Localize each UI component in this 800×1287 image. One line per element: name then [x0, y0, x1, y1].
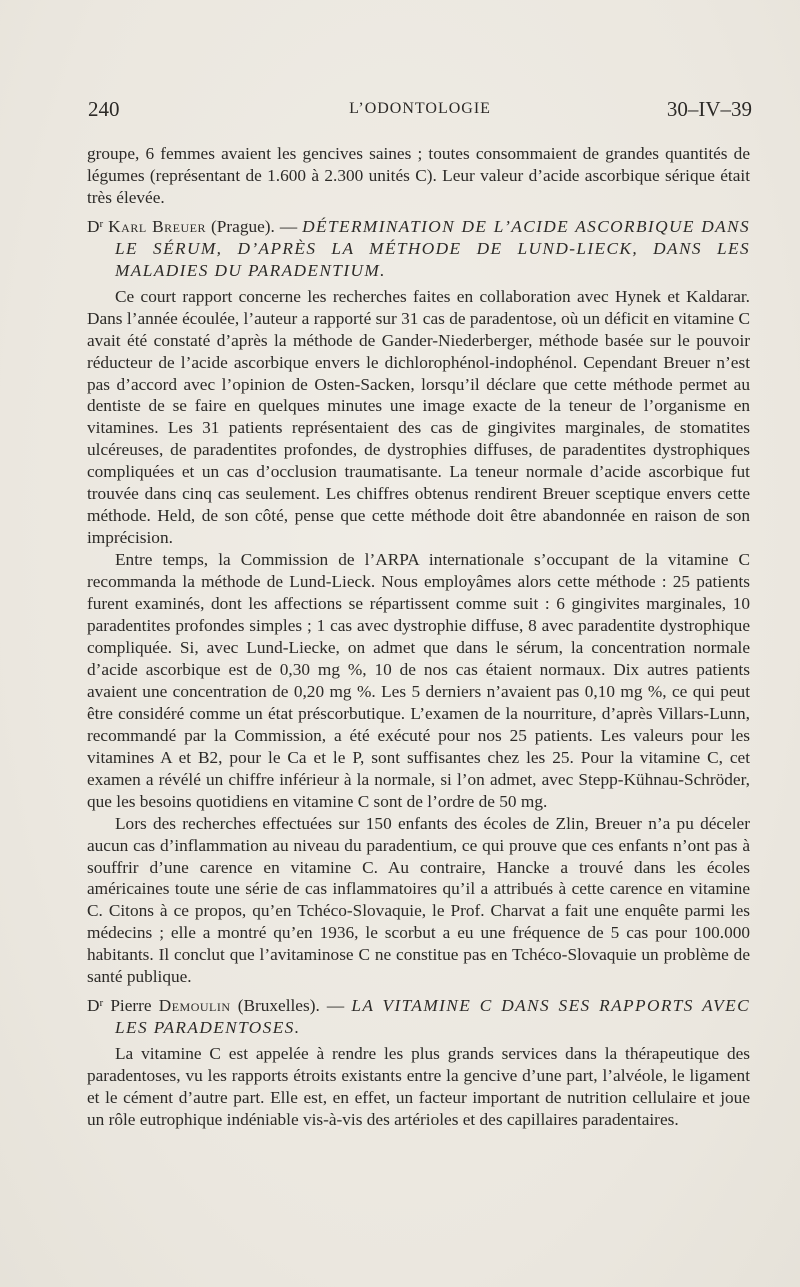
dr-prefix: $D^r$ — [87, 216, 104, 236]
intro-paragraph: groupe, 6 femmes avaient les gencives saines ; toutes consommaient de grandes quantités de légumes (représentant de 1.600 à 2.300 unités C). Leur valeur d’acide ascorbique sérique était très élevée. — [87, 144, 750, 207]
section-heading-demoulin — [87, 993, 750, 1039]
section-title: LA VITAMINE C DANS SES RAPPORTS AVEC LES PARADENTOSES. — [115, 996, 751, 1038]
author-location: (Bruxelles). — [237, 996, 320, 1016]
running-header — [88, 97, 752, 121]
article-body — [87, 143, 750, 1131]
author-name: Karl Breuer — [108, 216, 207, 236]
dr-abbreviation — [87, 217, 103, 236]
heading-dash: — — [326, 996, 345, 1016]
author-last-name: Demoulin — [158, 996, 231, 1016]
dr-prefix: $D^r$ — [87, 996, 104, 1016]
author-location: (Prague). — [211, 216, 275, 236]
paragraph: Lors des recherches effectuées sur 150 enfants des écoles de Zlin, Breuer n’a pu déceler aucun cas d’inflammation au niveau du paradentium, ce qui prouve que ces enfants n’ont pas à souffrir d’une carence en vitamine C. Au contraire, Hancke a trouvé dans les écoles américaines toute une série de cas inflammatoires qu’il a attribués à cette carence en vitamine C. Citons à ce propos, qu’en Tchéco-Slovaquie, le Prof. Charvat a fait une enquête parmi les médecins ; elle a montré qu’en 1936, le scorbut a eu une fréquence de 5 cas pour 100.000 habitants. Il conclut que l’avitaminose C ne constitue pas en Tchéco-Slovaquie un problème de santé publique. — [87, 813, 750, 987]
section-title: DÉTERMINATION DE L’ACIDE ASCORBIQUE DANS LE SÉRUM, D’APRÈS LA MÉTHODE DE LUND-LIECK, DANS LES MALADIES DU PARADENTIUM. — [115, 216, 751, 280]
issue-date: 30–IV–39 — [666, 97, 752, 121]
heading-dash: — — [279, 216, 298, 236]
page-number: 240 — [88, 97, 120, 121]
section-heading-breuer — [87, 214, 750, 282]
paragraph: La vitamine C est appelée à rendre les plus grands services dans la thérapeutique des paradentoses, vu les rapports étroits existants entre la gencive d’une part, l’alvéole, le ligament et le cément d’autre part. Elle est, en effet, un facteur important de nutrition cellulaire et joue un rôle eutrophique indéniable vis-à-vis des artérioles et des capillaires paradentaires. — [87, 1044, 750, 1129]
paragraph: Entre temps, la Commission de l’ARPA internationale s’occupant de la vitamine C recommanda la méthode de Lund-Lieck. Nous employâmes alors cette méthode : 25 patients furent examinés, dont les affections se répartissent comme suit : 6 gingivites marginales, 10 paradentites profondes simples ; 1 cas avec dystrophie diffuse, 8 avec paradentite dystrophique compliquée. Si, avec Lund-Liecke, on admet que dans le sérum, la concentration normale d’acide ascorbique est de 0,30 mg %, 10 de nos cas étaient normaux. Dix autres patients avaient une concentration de 0,20 mg %. Les 5 derniers n’avaient pas 0,10 mg %, ce qui peut être considéré comme un état préscorbutique. L’examen de la nourriture, d’après Villars-Lunn, recommandé par la Commission, a été exécuté pour nos 25 patients. Les valeurs pour les vitamines A et B2, pour le Ca et le P, sont suffisantes chez les 25. Pour la vitamine C, cet examen a révélé un chiffre inférieur à la normale, si l’on admet, avec Stepp-Kühnau-Schröder, que les besoins quotidiens en vitamine C sont de l’ordre de 50 mg. — [87, 550, 750, 811]
dr-abbreviation — [87, 996, 103, 1015]
paragraph: Ce court rapport concerne les recherches faites en collaboration avec Hynek et Kaldarar. Dans l’année écoulée, l’auteur a rapporté sur 31 cas de paradentose, où un déficit en vitamine C avait été constaté d’après la méthode de Gander-Niederberger, méthode basée sur le pouvoir réducteur de l’acide ascorbique envers le dichlorophénol-indophénol. Cependant Breuer n’est pas d’accord avec l’opinion de Osten-Sacken, lorsqu’il déclare que cette méthode permet au dentiste de se faire en quelques minutes une image exacte de la teneur de l’organisme en vitamines. Les 31 patients représentaient des cas de gingivites marginales, de stomatites ulcéreuses, de paradentites profondes, de dystrophies diffuses, de paradentites dystrophiques compliquées et un cas d’occlusion traumatisante. La teneur normale d’acide ascorbique fut trouvée dans cinq cas seulement. Les chiffres obtenus rendirent Breuer sceptique envers cette méthode. Held, de son côté, pense que cette méthode doit être abandonnée en raison de son imprécision. — [87, 286, 750, 548]
journal-title: L’ODONTOLOGIE — [349, 100, 491, 117]
author-first-name: Pierre — [110, 996, 152, 1016]
